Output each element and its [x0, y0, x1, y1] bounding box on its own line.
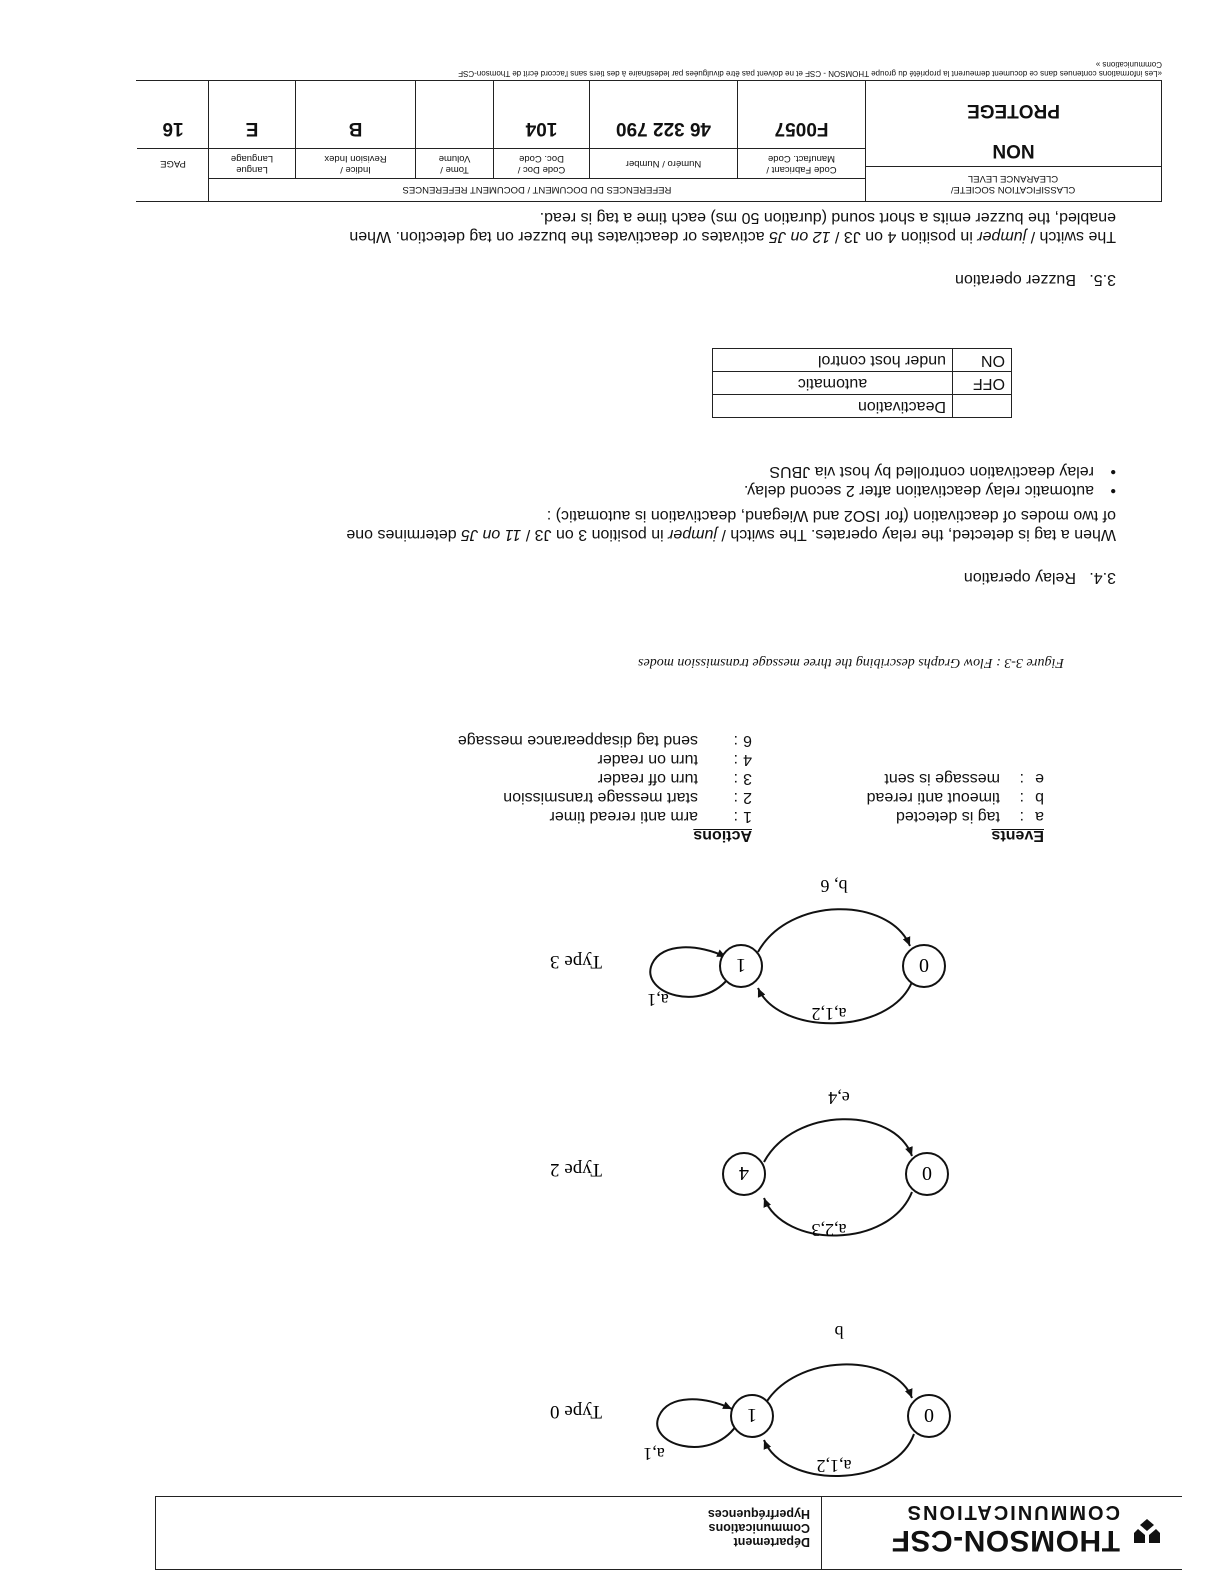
actions-heading: Actions [693, 827, 752, 844]
state-label: 4 [739, 1162, 749, 1184]
edge-type0-bottom [764, 1364, 912, 1406]
figure-caption: Figure 3-3 : Flow Graphs describing the three message transmission modes [638, 655, 1064, 670]
graph-type-label: Type 2 [550, 1159, 602, 1180]
state-label: 0 [922, 1162, 932, 1184]
deactivation-table [712, 348, 1012, 418]
relay-paragraph: When a tag is detected, the relay operates. The switch / jumper in position 3 on J3 / 11 on J5 determines one of two modes of deactivation (for ISO2 and Wiegand, deactivation is automatic) : [346, 507, 1116, 543]
legend-row: 3 : turn off reader [597, 770, 752, 787]
actions-legend [332, 731, 752, 844]
edge-label: a,1,2 [811, 1004, 847, 1024]
ref-column: Tome / Volume [415, 81, 493, 179]
relay-bullets [744, 462, 1116, 500]
document-references-footer [136, 80, 1162, 202]
classification-value: NON [992, 140, 1035, 161]
page-cell [137, 81, 209, 201]
state-label: 0 [924, 1404, 934, 1426]
ref-column: Code Fabricant / Manufact. Code F0057 [737, 81, 865, 179]
legend-row: a : tag is detected [895, 808, 1044, 825]
graph-type-label: Type 0 [550, 1401, 602, 1422]
state-label: 1 [736, 954, 746, 976]
department-line: Hyperfréquences [707, 1507, 810, 1521]
edge-type2-bottom [764, 1119, 912, 1162]
legend-row: b : timeout anti reread [866, 789, 1044, 806]
page-label: PAGE [160, 158, 186, 169]
ref-column: Langue Language E [209, 81, 295, 179]
events-legend [794, 769, 1044, 844]
state-label: 1 [747, 1404, 757, 1426]
list-item: • automatic relay deactivation after 2 second delay. [743, 482, 1116, 499]
table-row: ON under host control [713, 349, 1012, 372]
graph-type0 [657, 1364, 950, 1476]
edge-label: a,1 [643, 1444, 665, 1464]
table-header: Deactivation [713, 395, 953, 418]
edge-label: a,2,3 [811, 1220, 847, 1240]
buzzer-paragraph: The switch / jumper in position 4 on J3 / 12 on J5 activates or deactivates the buzzer on tag detection. When enabled, the buzzer emits a short sound (duration 50 ms) each time a tag is read. [349, 209, 1116, 245]
department-line: Communications [708, 1521, 810, 1535]
legend-row: e : message is sent [884, 770, 1044, 787]
table-row [713, 395, 1012, 418]
legend-row: 2 : start message transmission [503, 789, 752, 806]
section-title-relay: 3.4. Relay operation [963, 569, 1116, 586]
references-label: REFERENCES DU DOCUMENT / DOCUMENT REFERENCES [402, 184, 672, 195]
edge-label: e,4 [828, 1088, 850, 1108]
table-row: OFF automatic [713, 372, 1012, 395]
graph-type2 [723, 1119, 948, 1235]
page-number: 16 [162, 118, 184, 139]
company-name: THOMSON-CSF [891, 1524, 1120, 1557]
graph-type3 [650, 909, 945, 1023]
references-cell [208, 81, 865, 201]
legend-row: 4 : turn on reader [597, 751, 752, 768]
edge-label: b, 6 [820, 876, 848, 896]
legend-row: 1 : arm anti reread timer [549, 808, 752, 825]
graph-type-label: Type 3 [550, 951, 602, 972]
ref-column: Code Doc / Doc. Code 104 [493, 81, 589, 179]
ref-column: Numéro / Number 46 322 790 [589, 81, 737, 179]
company-division: COMMUNICATIONS [905, 1501, 1120, 1523]
events-heading: Events [991, 827, 1044, 844]
state-label: 0 [919, 954, 929, 976]
section-title-buzzer: 3.5. Buzzer operation [955, 271, 1116, 288]
confidentiality-note: «Les informations contenues dans ce document demeurent la propriété du groupe THOMSON - CSF et ne doivent pas être divulguées par ledestinaire à des tiers sans l'accord écrit de Thomson-CSF Communications » [458, 60, 1162, 78]
list-item: • relay deactivation controlled by host via JBUS [769, 463, 1116, 480]
ref-column: Indice / Revision Index B [295, 81, 415, 179]
edge-type3-bottom [758, 909, 910, 952]
edge-label: a,1,2 [816, 1456, 852, 1476]
legend-row: 6 : send tag disappearance message [457, 732, 752, 749]
classification-cell: CLASSIFICATION SOCIETE/ CLEARANCE LEVEL NON PROTEGE [865, 81, 1161, 201]
department-line: Département [733, 1535, 810, 1549]
edge-label: a,1 [647, 990, 669, 1010]
loop-type0 [657, 1399, 736, 1447]
classification-value: PROTEGE [967, 100, 1060, 121]
edge-label: b [834, 1322, 844, 1342]
